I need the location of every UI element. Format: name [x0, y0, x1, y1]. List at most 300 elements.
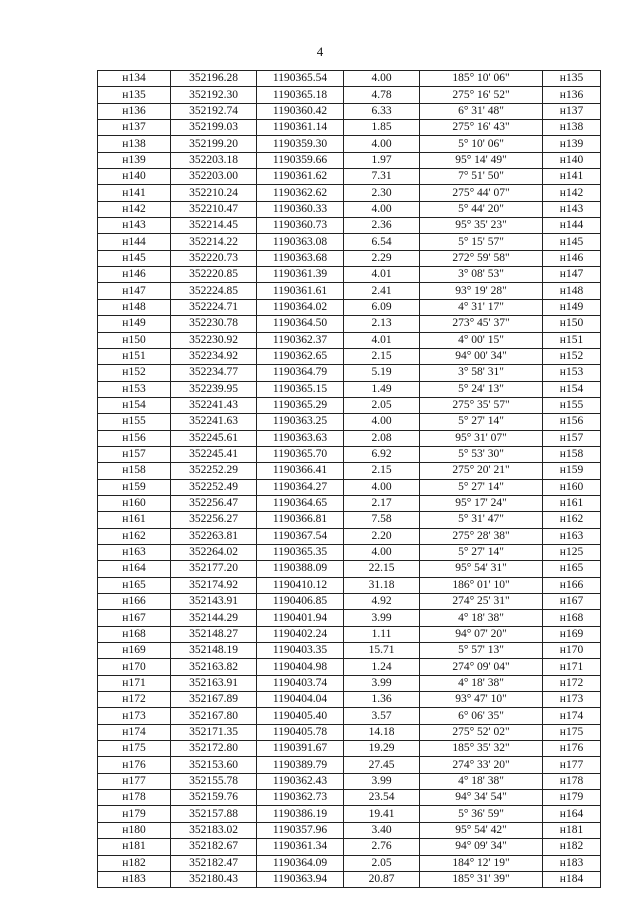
distance-cell: 6.92	[344, 446, 420, 462]
bearing-cell: 7° 51' 50"	[420, 169, 543, 185]
bearing-cell: 6° 06' 35"	[420, 708, 543, 724]
distance-cell: 19.41	[344, 806, 420, 822]
point-from-cell: н183	[98, 871, 171, 887]
table-row	[98, 185, 601, 201]
point-to-cell: н136	[543, 87, 601, 103]
x-coordinate-cell: 352239.95	[171, 381, 257, 397]
y-coordinate-cell: 1190363.68	[257, 250, 344, 266]
y-coordinate-cell: 1190405.40	[257, 708, 344, 724]
table-row	[98, 741, 601, 757]
point-from-cell: н168	[98, 626, 171, 642]
bearing-cell: 4° 00' 15"	[420, 332, 543, 348]
bearing-cell: 275° 16' 52"	[420, 87, 543, 103]
point-from-cell: н139	[98, 152, 171, 168]
table-row	[98, 528, 601, 544]
y-coordinate-cell: 1190388.09	[257, 561, 344, 577]
distance-cell: 2.20	[344, 528, 420, 544]
distance-cell: 1.11	[344, 626, 420, 642]
point-from-cell: н162	[98, 528, 171, 544]
y-coordinate-cell: 1190359.30	[257, 136, 344, 152]
bearing-cell: 5° 27' 14"	[420, 414, 543, 430]
distance-cell: 27.45	[344, 757, 420, 773]
x-coordinate-cell: 352220.85	[171, 267, 257, 283]
bearing-cell: 4° 18' 38"	[420, 675, 543, 691]
distance-cell: 3.99	[344, 773, 420, 789]
distance-cell: 4.92	[344, 594, 420, 610]
distance-cell: 4.00	[344, 479, 420, 495]
bearing-cell: 185° 31' 39"	[420, 871, 543, 887]
y-coordinate-cell: 1190365.54	[257, 71, 344, 87]
point-to-cell: н139	[543, 136, 601, 152]
bearing-cell: 275° 28' 38"	[420, 528, 543, 544]
point-from-cell: н138	[98, 136, 171, 152]
point-to-cell: н171	[543, 659, 601, 675]
y-coordinate-cell: 1190365.35	[257, 544, 344, 560]
point-to-cell: н165	[543, 561, 601, 577]
table-row	[98, 757, 601, 773]
bearing-cell: 94° 07' 20"	[420, 626, 543, 642]
point-to-cell: н178	[543, 773, 601, 789]
y-coordinate-cell: 1190363.08	[257, 234, 344, 250]
distance-cell: 1.36	[344, 692, 420, 708]
point-to-cell: н150	[543, 316, 601, 332]
table-row	[98, 626, 601, 642]
point-to-cell: н182	[543, 839, 601, 855]
point-to-cell: н172	[543, 675, 601, 691]
bearing-cell: 6° 31' 48"	[420, 103, 543, 119]
bearing-cell: 4° 18' 38"	[420, 773, 543, 789]
y-coordinate-cell: 1190391.67	[257, 741, 344, 757]
x-coordinate-cell: 352210.47	[171, 201, 257, 217]
table-row	[98, 267, 601, 283]
point-to-cell: н154	[543, 381, 601, 397]
point-from-cell: н140	[98, 169, 171, 185]
y-coordinate-cell: 1190365.18	[257, 87, 344, 103]
x-coordinate-cell: 352144.29	[171, 610, 257, 626]
table-row	[98, 250, 601, 266]
point-from-cell: н148	[98, 299, 171, 315]
distance-cell: 5.19	[344, 365, 420, 381]
x-coordinate-cell: 352252.49	[171, 479, 257, 495]
table-row	[98, 561, 601, 577]
distance-cell: 2.29	[344, 250, 420, 266]
point-from-cell: н169	[98, 643, 171, 659]
x-coordinate-cell: 352241.43	[171, 397, 257, 413]
x-coordinate-cell: 352157.88	[171, 806, 257, 822]
distance-cell: 1.24	[344, 659, 420, 675]
table-row	[98, 397, 601, 413]
x-coordinate-cell: 352256.27	[171, 512, 257, 528]
x-coordinate-cell: 352210.24	[171, 185, 257, 201]
point-from-cell: н178	[98, 790, 171, 806]
distance-cell: 2.15	[344, 348, 420, 364]
point-to-cell: н125	[543, 544, 601, 560]
distance-cell: 4.01	[344, 332, 420, 348]
table-row	[98, 283, 601, 299]
x-coordinate-cell: 352234.92	[171, 348, 257, 364]
point-to-cell: н149	[543, 299, 601, 315]
point-from-cell: н149	[98, 316, 171, 332]
table-row	[98, 332, 601, 348]
point-from-cell: н175	[98, 741, 171, 757]
table-row	[98, 152, 601, 168]
x-coordinate-cell: 352264.02	[171, 544, 257, 560]
point-from-cell: н145	[98, 250, 171, 266]
point-to-cell: н164	[543, 806, 601, 822]
x-coordinate-cell: 352192.30	[171, 87, 257, 103]
point-from-cell: н167	[98, 610, 171, 626]
point-to-cell: н183	[543, 855, 601, 871]
distance-cell: 6.09	[344, 299, 420, 315]
distance-cell: 4.00	[344, 136, 420, 152]
point-from-cell: н164	[98, 561, 171, 577]
bearing-cell: 95° 54' 42"	[420, 822, 543, 838]
x-coordinate-cell: 352196.28	[171, 71, 257, 87]
x-coordinate-cell: 352177.20	[171, 561, 257, 577]
point-to-cell: н153	[543, 365, 601, 381]
table-row	[98, 659, 601, 675]
distance-cell: 7.31	[344, 169, 420, 185]
table-row	[98, 643, 601, 659]
point-to-cell: н169	[543, 626, 601, 642]
y-coordinate-cell: 1190365.70	[257, 446, 344, 462]
bearing-cell: 94° 34' 54"	[420, 790, 543, 806]
point-to-cell: н152	[543, 348, 601, 364]
distance-cell: 7.58	[344, 512, 420, 528]
table-row	[98, 430, 601, 446]
bearing-cell: 5° 53' 30"	[420, 446, 543, 462]
page-number: 4	[316, 44, 324, 59]
y-coordinate-cell: 1190360.42	[257, 103, 344, 119]
point-to-cell: н157	[543, 430, 601, 446]
bearing-cell: 95° 31' 07"	[420, 430, 543, 446]
distance-cell: 3.99	[344, 610, 420, 626]
y-coordinate-cell: 1190364.02	[257, 299, 344, 315]
point-to-cell: н148	[543, 283, 601, 299]
table-row	[98, 463, 601, 479]
y-coordinate-cell: 1190363.94	[257, 871, 344, 887]
distance-cell: 3.99	[344, 675, 420, 691]
bearing-cell: 275° 20' 21"	[420, 463, 543, 479]
bearing-cell: 95° 14' 49"	[420, 152, 543, 168]
point-to-cell: н145	[543, 234, 601, 250]
table-row	[98, 724, 601, 740]
point-from-cell: н163	[98, 544, 171, 560]
point-to-cell: н179	[543, 790, 601, 806]
point-from-cell: н150	[98, 332, 171, 348]
y-coordinate-cell: 1190404.98	[257, 659, 344, 675]
bearing-cell: 275° 52' 02"	[420, 724, 543, 740]
table-row	[98, 234, 601, 250]
point-from-cell: н161	[98, 512, 171, 528]
distance-cell: 2.17	[344, 495, 420, 511]
point-to-cell: н159	[543, 463, 601, 479]
point-to-cell: н170	[543, 643, 601, 659]
point-to-cell: н141	[543, 169, 601, 185]
point-from-cell: н135	[98, 87, 171, 103]
y-coordinate-cell: 1190361.61	[257, 283, 344, 299]
bearing-cell: 5° 27' 14"	[420, 544, 543, 560]
bearing-cell: 93° 47' 10"	[420, 692, 543, 708]
point-to-cell: н137	[543, 103, 601, 119]
bearing-cell: 94° 09' 34"	[420, 839, 543, 855]
y-coordinate-cell: 1190365.29	[257, 397, 344, 413]
point-to-cell: н142	[543, 185, 601, 201]
point-to-cell: н175	[543, 724, 601, 740]
point-to-cell: н173	[543, 692, 601, 708]
coordinates-table-body	[98, 71, 601, 888]
x-coordinate-cell: 352171.35	[171, 724, 257, 740]
distance-cell: 14.18	[344, 724, 420, 740]
table-row	[98, 544, 601, 560]
point-from-cell: н173	[98, 708, 171, 724]
table-row	[98, 495, 601, 511]
point-to-cell: н144	[543, 218, 601, 234]
distance-cell: 3.57	[344, 708, 420, 724]
x-coordinate-cell: 352148.27	[171, 626, 257, 642]
table-row	[98, 675, 601, 691]
distance-cell: 2.15	[344, 463, 420, 479]
table-row	[98, 414, 601, 430]
point-from-cell: н160	[98, 495, 171, 511]
table-row	[98, 446, 601, 462]
table-row	[98, 692, 601, 708]
y-coordinate-cell: 1190359.66	[257, 152, 344, 168]
point-to-cell: н151	[543, 332, 601, 348]
point-from-cell: н181	[98, 839, 171, 855]
point-from-cell: н142	[98, 201, 171, 217]
point-from-cell: н136	[98, 103, 171, 119]
x-coordinate-cell: 352199.03	[171, 120, 257, 136]
y-coordinate-cell: 1190362.73	[257, 790, 344, 806]
point-from-cell: н134	[98, 71, 171, 87]
point-from-cell: н152	[98, 365, 171, 381]
point-from-cell: н156	[98, 430, 171, 446]
point-to-cell: н162	[543, 512, 601, 528]
point-to-cell: н135	[543, 71, 601, 87]
table-row	[98, 218, 601, 234]
y-coordinate-cell: 1190406.85	[257, 594, 344, 610]
point-to-cell: н161	[543, 495, 601, 511]
bearing-cell: 5° 24' 13"	[420, 381, 543, 397]
bearing-cell: 5° 31' 47"	[420, 512, 543, 528]
distance-cell: 19.29	[344, 741, 420, 757]
y-coordinate-cell: 1190364.79	[257, 365, 344, 381]
table-row	[98, 855, 601, 871]
x-coordinate-cell: 352167.80	[171, 708, 257, 724]
x-coordinate-cell: 352148.19	[171, 643, 257, 659]
distance-cell: 6.33	[344, 103, 420, 119]
point-from-cell: н172	[98, 692, 171, 708]
table-row	[98, 299, 601, 315]
point-from-cell: н147	[98, 283, 171, 299]
bearing-cell: 275° 44' 07"	[420, 185, 543, 201]
distance-cell: 4.00	[344, 71, 420, 87]
y-coordinate-cell: 1190403.74	[257, 675, 344, 691]
x-coordinate-cell: 352180.43	[171, 871, 257, 887]
bearing-cell: 94° 00' 34"	[420, 348, 543, 364]
bearing-cell: 185° 35' 32"	[420, 741, 543, 757]
point-from-cell: н154	[98, 397, 171, 413]
point-to-cell: н156	[543, 414, 601, 430]
distance-cell: 4.01	[344, 267, 420, 283]
point-to-cell: н160	[543, 479, 601, 495]
x-coordinate-cell: 352241.63	[171, 414, 257, 430]
point-from-cell: н170	[98, 659, 171, 675]
x-coordinate-cell: 352167.89	[171, 692, 257, 708]
point-to-cell: н163	[543, 528, 601, 544]
y-coordinate-cell: 1190363.25	[257, 414, 344, 430]
point-to-cell: н155	[543, 397, 601, 413]
distance-cell: 22.15	[344, 561, 420, 577]
y-coordinate-cell: 1190362.37	[257, 332, 344, 348]
point-from-cell: н141	[98, 185, 171, 201]
x-coordinate-cell: 352203.00	[171, 169, 257, 185]
distance-cell: 1.49	[344, 381, 420, 397]
y-coordinate-cell: 1190364.65	[257, 495, 344, 511]
y-coordinate-cell: 1190362.43	[257, 773, 344, 789]
y-coordinate-cell: 1190366.81	[257, 512, 344, 528]
y-coordinate-cell: 1190360.33	[257, 201, 344, 217]
table-row	[98, 871, 601, 887]
y-coordinate-cell: 1190386.19	[257, 806, 344, 822]
table-row	[98, 790, 601, 806]
point-from-cell: н155	[98, 414, 171, 430]
table-row	[98, 381, 601, 397]
x-coordinate-cell: 352183.02	[171, 822, 257, 838]
distance-cell: 4.00	[344, 414, 420, 430]
point-to-cell: н146	[543, 250, 601, 266]
y-coordinate-cell: 1190361.34	[257, 839, 344, 855]
point-from-cell: н159	[98, 479, 171, 495]
bearing-cell: 275° 16' 43"	[420, 120, 543, 136]
distance-cell: 2.05	[344, 397, 420, 413]
table-row	[98, 773, 601, 789]
table-row	[98, 594, 601, 610]
y-coordinate-cell: 1190362.65	[257, 348, 344, 364]
bearing-cell: 5° 15' 57"	[420, 234, 543, 250]
point-from-cell: н157	[98, 446, 171, 462]
x-coordinate-cell: 352234.77	[171, 365, 257, 381]
point-to-cell: н176	[543, 741, 601, 757]
table-row	[98, 610, 601, 626]
x-coordinate-cell: 352214.22	[171, 234, 257, 250]
point-from-cell: н143	[98, 218, 171, 234]
y-coordinate-cell: 1190403.35	[257, 643, 344, 659]
table-row	[98, 348, 601, 364]
point-to-cell: н168	[543, 610, 601, 626]
point-from-cell: н146	[98, 267, 171, 283]
distance-cell: 20.87	[344, 871, 420, 887]
bearing-cell: 5° 36' 59"	[420, 806, 543, 822]
distance-cell: 3.40	[344, 822, 420, 838]
point-from-cell: н158	[98, 463, 171, 479]
y-coordinate-cell: 1190405.78	[257, 724, 344, 740]
bearing-cell: 5° 27' 14"	[420, 479, 543, 495]
x-coordinate-cell: 352203.18	[171, 152, 257, 168]
distance-cell: 2.08	[344, 430, 420, 446]
point-to-cell: н181	[543, 822, 601, 838]
y-coordinate-cell: 1190389.79	[257, 757, 344, 773]
table-row	[98, 201, 601, 217]
y-coordinate-cell: 1190402.24	[257, 626, 344, 642]
y-coordinate-cell: 1190401.94	[257, 610, 344, 626]
x-coordinate-cell: 352256.47	[171, 495, 257, 511]
y-coordinate-cell: 1190364.50	[257, 316, 344, 332]
point-to-cell: н184	[543, 871, 601, 887]
point-to-cell: н167	[543, 594, 601, 610]
x-coordinate-cell: 352245.41	[171, 446, 257, 462]
x-coordinate-cell: 352155.78	[171, 773, 257, 789]
bearing-cell: 4° 18' 38"	[420, 610, 543, 626]
x-coordinate-cell: 352224.71	[171, 299, 257, 315]
distance-cell: 1.97	[344, 152, 420, 168]
distance-cell: 15.71	[344, 643, 420, 659]
bearing-cell: 93° 19' 28"	[420, 283, 543, 299]
table-row	[98, 839, 601, 855]
table-row	[98, 169, 601, 185]
table-row	[98, 103, 601, 119]
x-coordinate-cell: 352192.74	[171, 103, 257, 119]
distance-cell: 4.00	[344, 201, 420, 217]
distance-cell: 23.54	[344, 790, 420, 806]
table-row	[98, 806, 601, 822]
point-from-cell: н182	[98, 855, 171, 871]
bearing-cell: 5° 57' 13"	[420, 643, 543, 659]
table-row	[98, 316, 601, 332]
y-coordinate-cell: 1190361.14	[257, 120, 344, 136]
x-coordinate-cell: 352182.47	[171, 855, 257, 871]
distance-cell: 2.13	[344, 316, 420, 332]
x-coordinate-cell: 352220.73	[171, 250, 257, 266]
y-coordinate-cell: 1190364.27	[257, 479, 344, 495]
point-to-cell: н140	[543, 152, 601, 168]
y-coordinate-cell: 1190357.96	[257, 822, 344, 838]
distance-cell: 1.85	[344, 120, 420, 136]
x-coordinate-cell: 352230.92	[171, 332, 257, 348]
x-coordinate-cell: 352143.91	[171, 594, 257, 610]
point-from-cell: н153	[98, 381, 171, 397]
point-from-cell: н171	[98, 675, 171, 691]
bearing-cell: 95° 17' 24"	[420, 495, 543, 511]
point-to-cell: н158	[543, 446, 601, 462]
point-to-cell: н174	[543, 708, 601, 724]
x-coordinate-cell: 352245.61	[171, 430, 257, 446]
x-coordinate-cell: 352263.81	[171, 528, 257, 544]
y-coordinate-cell: 1190362.62	[257, 185, 344, 201]
x-coordinate-cell: 352214.45	[171, 218, 257, 234]
x-coordinate-cell: 352163.91	[171, 675, 257, 691]
point-from-cell: н137	[98, 120, 171, 136]
y-coordinate-cell: 1190410.12	[257, 577, 344, 593]
bearing-cell: 95° 35' 23"	[420, 218, 543, 234]
table-row	[98, 708, 601, 724]
x-coordinate-cell: 352224.85	[171, 283, 257, 299]
y-coordinate-cell: 1190363.63	[257, 430, 344, 446]
y-coordinate-cell: 1190404.04	[257, 692, 344, 708]
bearing-cell: 95° 54' 31"	[420, 561, 543, 577]
y-coordinate-cell: 1190366.41	[257, 463, 344, 479]
bearing-cell: 272° 59' 58"	[420, 250, 543, 266]
x-coordinate-cell: 352199.20	[171, 136, 257, 152]
bearing-cell: 5° 44' 20"	[420, 201, 543, 217]
x-coordinate-cell: 352172.80	[171, 741, 257, 757]
x-coordinate-cell: 352230.78	[171, 316, 257, 332]
distance-cell: 31.18	[344, 577, 420, 593]
table-row	[98, 87, 601, 103]
point-from-cell: н151	[98, 348, 171, 364]
x-coordinate-cell: 352153.60	[171, 757, 257, 773]
